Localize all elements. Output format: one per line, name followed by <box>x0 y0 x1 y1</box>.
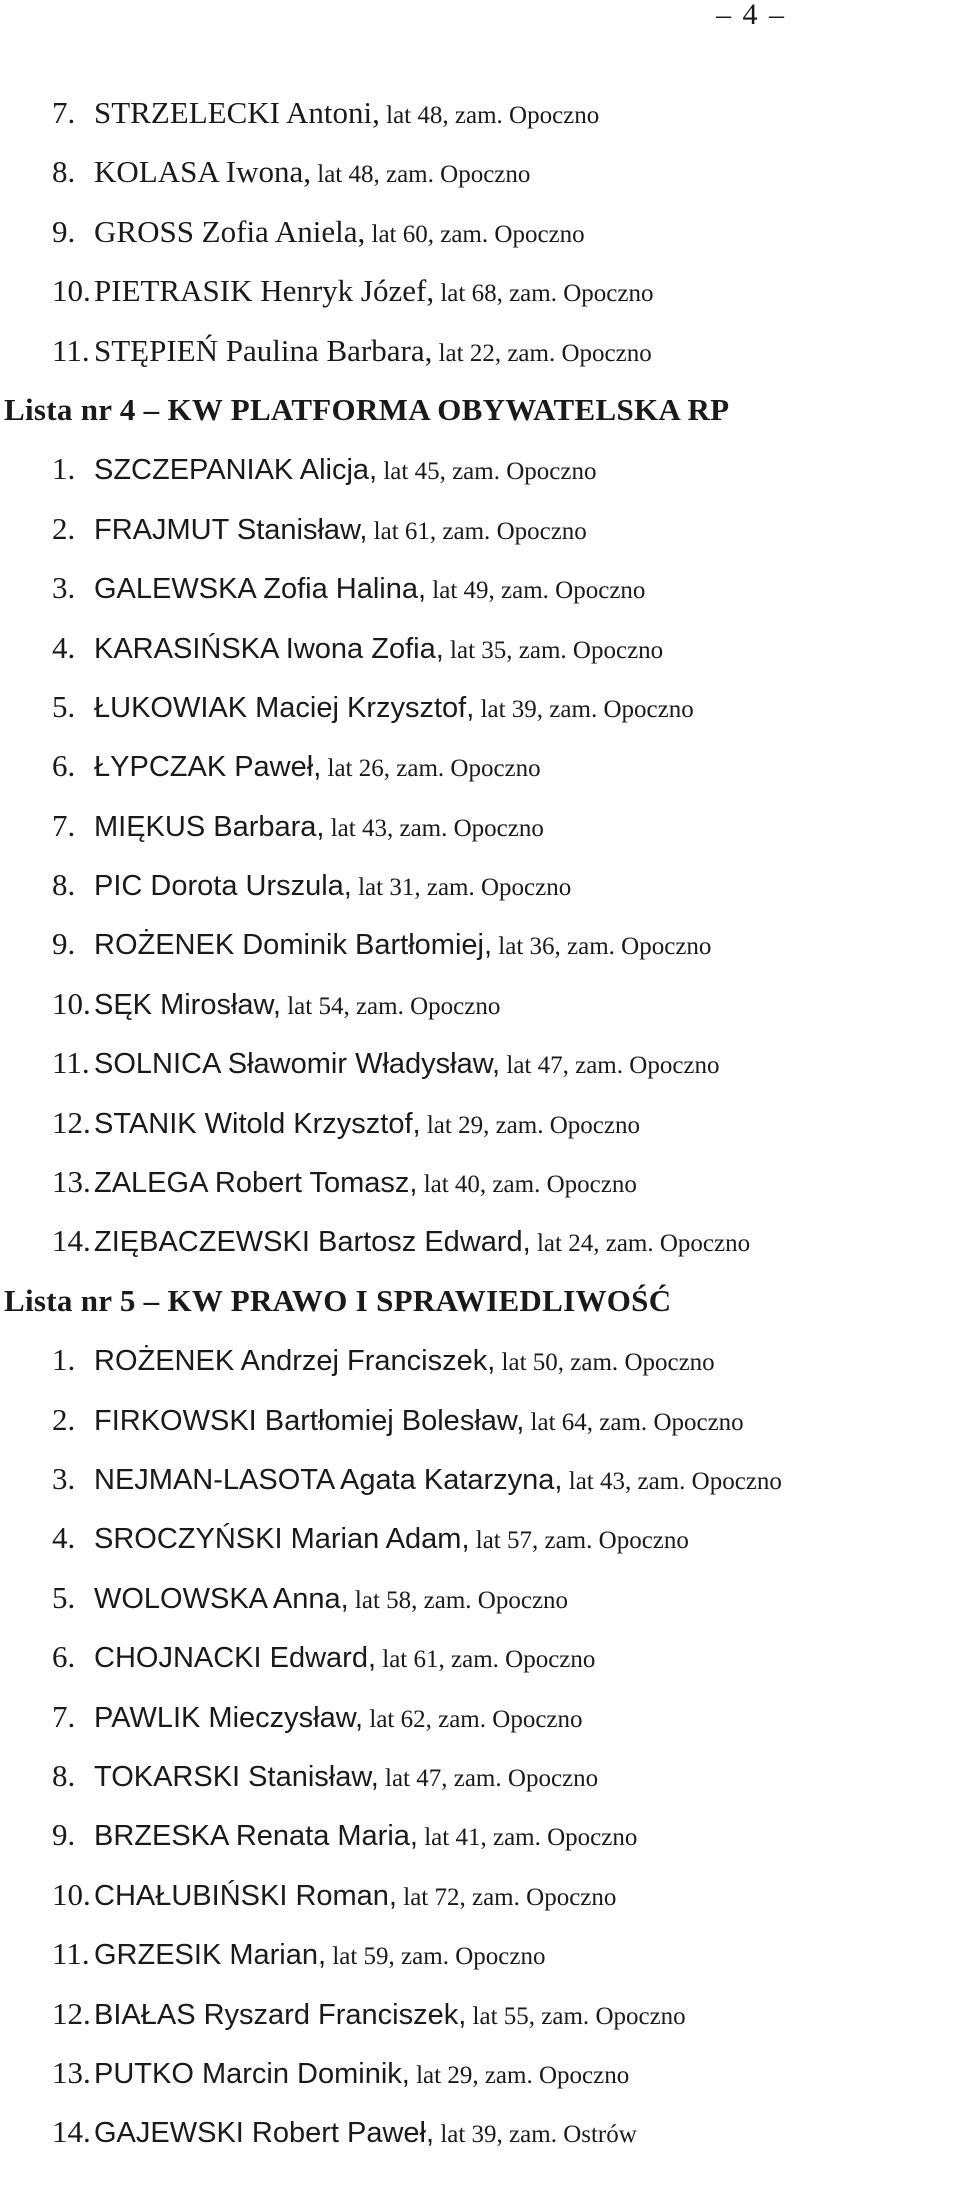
candidate-age: lat 26, zam. <box>321 755 445 783</box>
candidate-name: TOKARSKI Stanisław, <box>94 1760 379 1793</box>
candidate-name: GROSS Zofia Aniela, <box>94 213 366 249</box>
candidate-name: NEJMAN-LASOTA Agata Katarzyna, <box>94 1463 563 1496</box>
item-number: 14. <box>52 2114 91 2150</box>
list-item <box>0 261 960 320</box>
candidate-age: lat 60, zam. <box>365 220 489 248</box>
item-number: 10. <box>52 273 91 309</box>
candidate-city: Opoczno <box>403 992 501 1020</box>
candidate-age: lat 61, zam. <box>376 1646 499 1674</box>
candidate-city: Opoczno <box>614 933 712 961</box>
candidate-city: Opoczno <box>548 577 646 605</box>
item-number: 10. <box>52 985 91 1021</box>
candidate-name: SĘK Mirosław, <box>94 988 281 1021</box>
candidate-name: KARASIŃSKA Iwona Zofia, <box>94 632 444 665</box>
item-number: 10. <box>52 1876 91 1912</box>
candidate-city: Opoczno <box>566 636 664 664</box>
item-number: 12. <box>52 1104 91 1140</box>
list-item <box>0 1984 960 2043</box>
list-item <box>0 558 960 617</box>
candidate-age: lat 59, zam. <box>326 1943 449 1971</box>
candidate-age: lat 47, zam. <box>500 1052 624 1080</box>
candidate-city: Opoczno <box>490 517 587 545</box>
list-item <box>0 1211 960 1270</box>
candidate-city: Opoczno <box>448 1943 546 1971</box>
list-item <box>0 618 960 677</box>
candidate-city: Opoczno <box>501 1764 599 1792</box>
list-item <box>0 855 960 914</box>
item-number: 1. <box>52 451 76 487</box>
item-number: 13. <box>52 1164 91 1200</box>
candidate-city: Opoczno <box>447 814 544 842</box>
list-item <box>0 1568 960 1627</box>
candidate-name: BIAŁAS Ryszard Franciszek, <box>94 1998 467 2031</box>
candidate-name: BRZESKA Renata Maria, <box>94 1820 418 1853</box>
list-item <box>0 1330 960 1389</box>
candidate-age: lat 49, zam. <box>426 577 549 605</box>
candidate-city: Opoczno <box>592 1527 689 1555</box>
list-item <box>0 677 960 736</box>
candidate-city: Opoczno <box>597 695 694 723</box>
list-item <box>0 1627 960 1686</box>
item-number: 9. <box>52 1817 76 1853</box>
list-item <box>0 1687 960 1746</box>
candidate-city: Opoczno <box>540 1824 638 1852</box>
candidate-age: lat 35, zam. <box>443 636 567 664</box>
list-item <box>0 142 960 201</box>
list-item <box>0 2102 960 2161</box>
candidate-age: lat 61, zam. <box>367 517 491 545</box>
candidate-city: Opoczno <box>555 339 652 367</box>
item-number: 3. <box>52 570 76 606</box>
list-item <box>0 1865 960 1924</box>
candidate-city: Opoczno <box>653 1230 751 1258</box>
candidate-city: Opoczno <box>471 1586 569 1614</box>
item-number: 13. <box>52 2054 91 2090</box>
candidate-city: Opoczno <box>647 1408 744 1436</box>
item-number: 8. <box>52 154 76 190</box>
candidate-age: lat 50, zam. <box>495 1349 619 1377</box>
list-item <box>0 1924 960 1983</box>
candidate-name: ROŻENEK Andrzej Franciszek, <box>94 1345 496 1378</box>
list-item <box>0 1746 960 1805</box>
item-number: 11. <box>52 1936 90 1972</box>
candidate-age: lat 41, zam. <box>417 1824 541 1852</box>
candidate-age: lat 57, zam. <box>469 1527 593 1555</box>
item-number: 4. <box>52 629 76 665</box>
candidate-age: lat 29, zam. <box>409 2061 533 2089</box>
item-number: 9. <box>52 213 76 249</box>
candidate-city: Opoczno <box>543 1111 640 1139</box>
list-item <box>0 1449 960 1508</box>
candidate-age: lat 54, zam. <box>280 992 404 1020</box>
list-item <box>0 1033 960 1092</box>
candidate-age: lat 39, zam. <box>434 2121 557 2149</box>
candidate-name: ZIĘBACZEWSKI Bartosz Edward, <box>94 1226 531 1259</box>
candidate-name: PIETRASIK Henryk Józef, <box>94 273 435 309</box>
candidate-city: Opoczno <box>498 1646 596 1674</box>
candidate-name: ROŻENEK Dominik Bartłomiej, <box>94 929 493 962</box>
candidate-name: STANIK Witold Krzysztof, <box>94 1107 421 1140</box>
item-number: 7. <box>52 1698 76 1734</box>
candidate-age: lat 43, zam. <box>324 814 448 842</box>
candidate-city: Opoczno <box>499 458 597 486</box>
candidate-city: Opoczno <box>474 874 572 902</box>
candidate-city: Opoczno <box>532 2061 630 2089</box>
candidate-name: WOLOWSKA Anna, <box>94 1582 349 1615</box>
candidate-city: Opoczno <box>589 2002 686 2030</box>
candidate-city: Opoczno <box>556 280 654 308</box>
list-item <box>0 1390 960 1449</box>
item-number: 2. <box>52 1401 76 1437</box>
candidate-name: ŁUKOWIAK Maciej Krzysztof, <box>94 691 475 724</box>
candidate-name: FIRKOWSKI Bartłomiej Bolesław, <box>94 1404 525 1437</box>
item-number: 11. <box>52 332 90 368</box>
candidate-city: Opoczno <box>486 1705 583 1733</box>
candidate-city: Opoczno <box>488 220 585 248</box>
candidate-name: FRAJMUT Stanisław, <box>94 513 368 546</box>
candidate-age: lat 31, zam. <box>351 874 475 902</box>
candidate-name: SOLNICA Sławomir Władysław, <box>94 1048 501 1081</box>
candidate-age: lat 55, zam. <box>466 2002 590 2030</box>
candidate-name: CHOJNACKI Edward, <box>94 1642 377 1675</box>
candidate-age: lat 62, zam. <box>363 1705 487 1733</box>
candidate-name: SROCZYŃSKI Marian Adam, <box>94 1523 470 1556</box>
item-number: 12. <box>52 1995 91 2031</box>
candidate-name: GAJEWSKI Robert Paweł, <box>94 2117 435 2150</box>
item-number: 2. <box>52 510 76 546</box>
candidate-name: CHAŁUBIŃSKI Roman, <box>94 1879 397 1912</box>
candidate-age: lat 58, zam. <box>348 1586 472 1614</box>
item-number: 5. <box>52 688 76 724</box>
candidate-city: Opoczno <box>502 102 600 129</box>
candidate-age: lat 45, zam. <box>377 458 500 486</box>
candidate-age: lat 48, zam. <box>311 161 434 189</box>
list-item <box>0 736 960 795</box>
item-number: 8. <box>52 867 76 903</box>
list-item <box>0 914 960 973</box>
list-item <box>0 974 960 1033</box>
candidate-city: Opoczno <box>623 1052 720 1080</box>
candidate-lists <box>0 83 960 2162</box>
list-item <box>0 1805 960 1864</box>
candidate-city: Opoczno <box>618 1349 715 1377</box>
candidate-age: lat 64, zam. <box>524 1408 648 1436</box>
candidate-name: KOLASA Iwona, <box>94 154 311 190</box>
item-number: 7. <box>52 95 76 130</box>
candidate-name: STRZELECKI Antoni, <box>94 95 380 130</box>
candidate-age: lat 48, zam. <box>379 102 503 129</box>
item-number: 4. <box>52 1520 76 1556</box>
item-number: 6. <box>52 1639 76 1675</box>
candidate-age: lat 22, zam. <box>432 339 556 367</box>
candidate-city: Opoczno <box>540 1171 637 1199</box>
item-number: 6. <box>52 748 76 784</box>
candidate-name: PUTKO Marcin Dominik, <box>94 2057 410 2090</box>
item-number: 7. <box>52 807 76 843</box>
candidate-age: lat 47, zam. <box>378 1764 502 1792</box>
candidate-age: lat 72, zam. <box>397 1883 520 1911</box>
item-number: 14. <box>52 1223 91 1259</box>
list-item <box>0 796 960 855</box>
candidate-city: Ostrów <box>556 2121 637 2149</box>
candidate-city: Opoczno <box>685 1467 782 1495</box>
candidate-age: lat 24, zam. <box>530 1230 654 1258</box>
list-heading: Lista nr 4 – KW PLATFORMA OBYWATELSKA RP <box>4 391 730 427</box>
candidate-city: Opoczno <box>433 161 531 189</box>
candidate-name: SZCZEPANIAK Alicja, <box>94 454 378 487</box>
page-number: – 4 – <box>716 0 786 31</box>
candidate-name: PIC Dorota Urszula, <box>94 870 352 903</box>
list-item <box>0 83 960 142</box>
candidate-age: lat 68, zam. <box>434 280 557 308</box>
candidate-age: lat 39, zam. <box>474 695 598 723</box>
candidate-name: PAWLIK Mieczysław, <box>94 1701 364 1734</box>
candidate-age: lat 43, zam. <box>562 1467 686 1495</box>
candidate-name: GRZESIK Marian, <box>94 1939 327 1972</box>
candidate-age: lat 40, zam. <box>417 1171 541 1199</box>
candidate-name: MIĘKUS Barbara, <box>94 810 325 843</box>
list-item <box>0 439 960 498</box>
candidate-city: Opoczno <box>519 1883 617 1911</box>
item-number: 11. <box>52 1045 90 1081</box>
list-item <box>0 1508 960 1567</box>
list-item <box>0 202 960 261</box>
candidate-name: STĘPIEŃ Paulina Barbara, <box>94 332 433 368</box>
item-number: 9. <box>52 926 76 962</box>
item-number: 3. <box>52 1460 76 1496</box>
candidate-city: Opoczno <box>444 755 541 783</box>
list-item <box>0 2043 960 2102</box>
item-number: 8. <box>52 1757 76 1793</box>
candidate-name: ŁYPCZAK Paweł, <box>94 751 322 784</box>
item-number: 1. <box>52 1342 76 1378</box>
list-item <box>0 1093 960 1152</box>
list-item <box>0 321 960 380</box>
list-heading: Lista nr 5 – KW PRAWO I SPRAWIEDLIWOŚĆ <box>4 1282 672 1318</box>
list-item <box>0 499 960 558</box>
list-item <box>0 1152 960 1211</box>
candidate-age: lat 36, zam. <box>492 933 615 961</box>
item-number: 5. <box>52 1579 76 1615</box>
candidate-name: GALEWSKA Zofia Halina, <box>94 573 427 606</box>
candidate-name: ZALEGA Robert Tomasz, <box>94 1167 418 1200</box>
candidate-age: lat 29, zam. <box>420 1111 544 1139</box>
